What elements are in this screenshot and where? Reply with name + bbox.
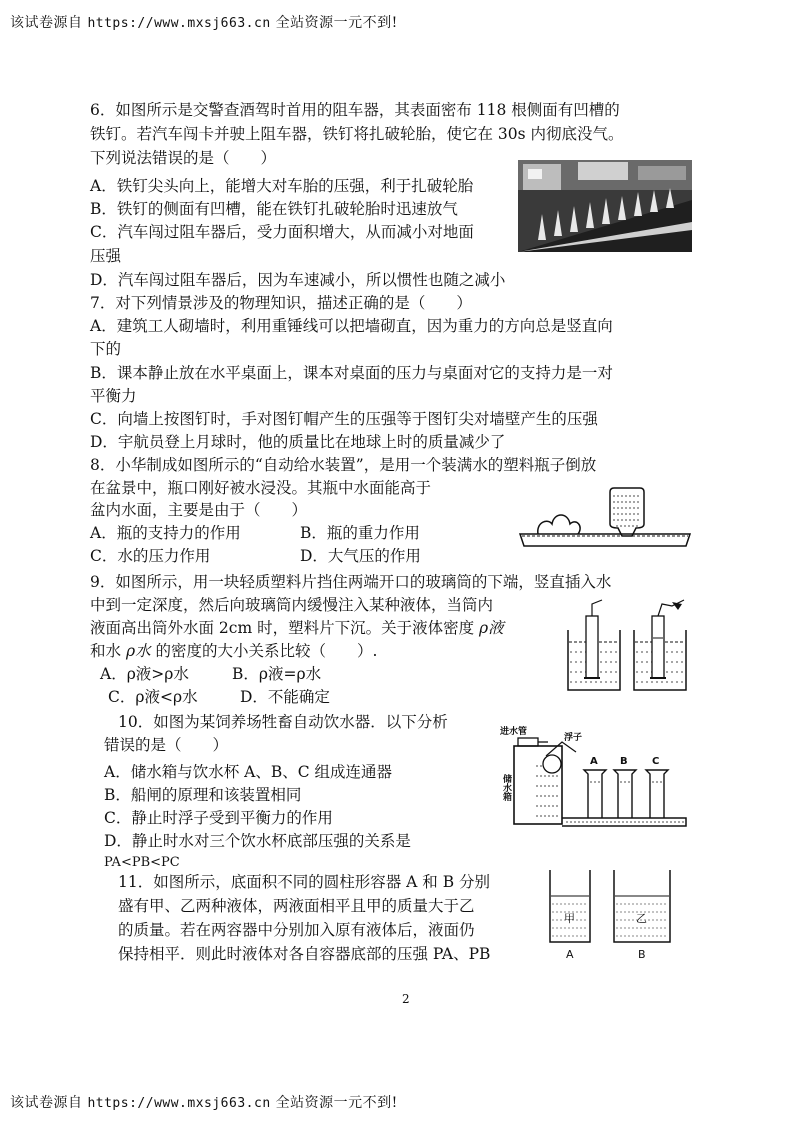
q10-option-b: B．船闸的原理和该装置相同 [104, 786, 302, 804]
q10-option-a: A．储水箱与饮水杯 A、B、C 组成连通器 [104, 763, 392, 781]
q6-option-b: B．铁钉的侧面有凹槽，能在铁钉扎破轮胎时迅速放气 [90, 200, 458, 218]
label-cup-c: C [652, 756, 660, 767]
label-cup-a: A [590, 756, 598, 767]
rho-liquid-symbol: ρ液 [479, 619, 504, 637]
q11-stem-line3: 的质量。若在两容器中分别加入原有液体后，液面仍 [118, 921, 475, 939]
q6-option-a: A．铁钉尖头向上，能增大对车胎的压强，利于扎破轮胎 [90, 177, 474, 195]
q11-stem-line2: 盛有甲、乙两种液体，两液面相平且甲的质量大于乙 [118, 897, 475, 915]
q7-option-a-line1: A．建筑工人砌墙时，利用重锤线可以把墙砌直，因为重力的方向总是竖直向 [90, 317, 613, 335]
label-intake-pipe: 进水管 [500, 727, 528, 737]
label-liquid-jia: 甲 [564, 912, 575, 925]
label-container-a: A [566, 948, 574, 961]
footer-url-link[interactable]: https://www.mxsj663.cn [87, 1096, 271, 1111]
header-site-label: 该试卷源自 [10, 15, 83, 31]
q10-option-c: C．静止时浮子受到平衡力的作用 [104, 809, 333, 827]
label-water-tank: 储水箱 [501, 774, 511, 801]
page-header [10, 12, 398, 32]
q7-option-c: C．向墙上按图钉时，手对图钉帽产生的压强等于图钉尖对墙壁产生的压强 [90, 410, 598, 428]
q10-stem-line2: 错误的是（ ） [104, 736, 229, 754]
q9-option-a: A．ρ液>ρ水 [100, 665, 189, 683]
q8-option-a: A．瓶的支持力的作用 [90, 524, 241, 542]
q7-option-b-line2: 平衡力 [90, 387, 137, 405]
two-containers-figure [538, 866, 698, 962]
page-number: 2 [402, 992, 410, 1006]
footer-site-label: 该试卷源自 [10, 1095, 83, 1111]
page-footer [10, 1092, 398, 1112]
label-liquid-yi: 乙 [636, 912, 647, 925]
drinking-trough-figure [496, 722, 696, 834]
q6-option-c-line1: C．汽车闯过阻车器后，受力面积增大，从而减小对地面 [90, 223, 474, 241]
label-float: 浮子 [564, 733, 583, 743]
label-cup-b: B [620, 756, 628, 767]
q9-option-c: C．ρ液<ρ水 [108, 688, 198, 706]
q8-option-b: B．瓶的重力作用 [300, 524, 420, 542]
q9-stem-line1: 9．如图所示，用一块轻质塑料片挡住两端开口的玻璃筒的下端，竖直插入水 [90, 573, 612, 591]
q7-option-d: D．宇航员登上月球时，他的质量比在地球上时的质量减少了 [90, 433, 506, 451]
q8-stem-line2: 在盆景中，瓶口刚好被水浸没。其瓶中水面能高于 [90, 479, 432, 497]
footer-promo: 全站资源一元不到! [275, 1095, 398, 1111]
q6-option-d: D．汽车闯过阻车器后，因为车速减小，所以惯性也随之减小 [90, 271, 506, 289]
q9-stem-line3-text: 液面高出筒外水面 2cm 时，塑料片下沉。关于液体密度 [90, 619, 475, 637]
q9-option-d: D．不能确定 [240, 688, 330, 706]
q9-stem-line3 [90, 618, 504, 638]
rho-water-symbol: ρ水 [125, 642, 151, 660]
q9-option-b: B．ρ液=ρ水 [232, 665, 322, 683]
auto-water-device-figure [518, 484, 692, 550]
q8-option-d: D．大气压的作用 [300, 547, 421, 565]
q10-option-d-line1: D．静止时水对三个饮水杯底部压强的关系是 [104, 832, 411, 850]
q9-stem-line4 [90, 641, 377, 661]
q11-stem-line1: 11．如图所示，底面积不同的圆柱形容器 A 和 B 分别 [118, 873, 491, 891]
q10-option-d-line2: PA<PB<PC [104, 855, 180, 870]
q6-stem-line1: 6．如图所示是交警查酒驾时首用的阻车器，其表面密布 118 根侧面有凹槽的 [90, 101, 620, 119]
q8-option-c: C．水的压力作用 [90, 547, 211, 565]
q9-stem-line4-rest: 的密度的大小关系比较（ ）. [155, 642, 378, 660]
q9-stem-line2: 中到一定深度，然后向玻璃筒内缓慢注入某种液体，当筒内 [90, 596, 494, 614]
glass-tube-figure [562, 596, 692, 696]
q10-stem-line1: 10．如图为某饲养场牲畜自动饮水器．以下分析 [118, 713, 448, 731]
q7-option-a-line2: 下的 [90, 340, 122, 358]
q7-option-b-line1: B．课本静止放在水平桌面上，课本对桌面的压力与桌面对它的支持力是一对 [90, 364, 613, 382]
q6-option-c-line2: 压强 [90, 247, 122, 265]
q8-stem-line1: 8．小华制成如图所示的“自动给水装置”，是用一个装满水的塑料瓶子倒放 [90, 456, 597, 474]
label-container-b: B [638, 948, 646, 961]
q6-stem-line3: 下列说法错误的是（ ） [90, 149, 277, 167]
header-promo: 全站资源一元不到! [275, 15, 398, 31]
q8-stem-line3: 盆内水面，主要是由于（ ） [90, 501, 308, 519]
header-url-link[interactable]: https://www.mxsj663.cn [87, 16, 271, 31]
q6-stem-line2: 铁钉。若汽车闯卡并驶上阻车器，铁钉将扎破轮胎，使它在 30s 内彻底没气。 [90, 125, 624, 143]
q7-stem: 7．对下列情景涉及的物理知识，描述正确的是（ ） [90, 294, 472, 312]
q11-stem-line4: 保持相平．则此时液体对各自容器底部的压强 PA、PB [118, 945, 491, 963]
spike-strip-photo [518, 160, 692, 252]
q9-stem-line4-text: 和水 [90, 642, 122, 660]
